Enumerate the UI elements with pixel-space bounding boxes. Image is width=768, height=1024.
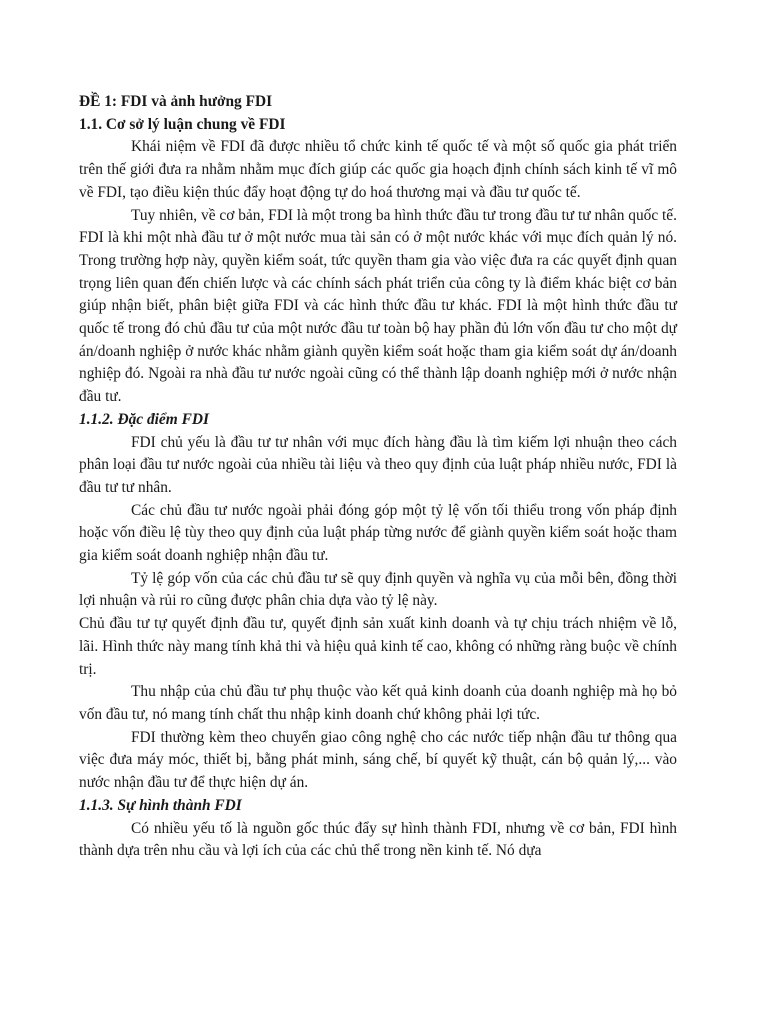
document-title: ĐỀ 1: FDI và ảnh hưởng FDI <box>79 93 273 110</box>
section-heading-1-1-2: 1.1.2. Đặc điểm FDI <box>79 410 209 428</box>
document-page <box>79 91 677 863</box>
paragraph: Thu nhập của chủ đầu tư phụ thuộc vào kết quả kinh doanh của doanh nghiệp mà họ bỏ vốn đầu tư, nó mang tính chất thu nhập kinh doanh chứ không phải lợi tức. <box>79 683 677 723</box>
paragraph: Khái niệm về FDI đã được nhiều tổ chức kinh tế quốc tế và một số quốc gia phát triển trên thế giới đưa ra nhằm nhằm mục đích giúp các quốc gia hoạch định chính sách kinh tế vĩ mô về FDI, tạo điều kiện thúc đẩy hoạt động tự do hoá thương mại và đầu tư quốc tế. <box>79 138 677 201</box>
paragraph: Chủ đầu tư tự quyết định đầu tư, quyết định sản xuất kinh doanh và tự chịu trách nhiệm về lỗ, lãi. Hình thức này mang tính khả thi và hiệu quả kinh tế cao, không có những ràng buộc về chính trị. <box>79 615 677 678</box>
paragraph: FDI chủ yếu là đầu tư tư nhân với mục đích hàng đầu là tìm kiếm lợi nhuận theo cách phân loại đầu tư nước ngoài của nhiều tài liệu và theo quy định của luật pháp nhiều nước, FDI là đầu tư tư nhân. <box>79 433 677 496</box>
paragraph: Tuy nhiên, về cơ bản, FDI là một trong ba hình thức đầu tư trong đầu tư tư nhân quốc tế. FDI là khi một nhà đầu tư ở một nước mua tài sản có ở một nước khác với mục đích quản lý nó. Trong trường hợp này, quyền kiểm soát, tức quyền tham gia vào việc đưa ra các quyết định quan trọng liên quan đến chiến lược và các chính sách phát triển của công ty là điểm khác biệt cơ bản giúp nhận biết, phân biệt giữa FDI và các hình thức đầu tư khác. FDI là một hình thức đầu tư quốc tế trong đó chủ đầu tư của một nước đầu tư toàn bộ hay phần đủ lớn vốn đầu tư cho một dự án/doanh nghiệp ở nước khác nhằm giành quyền kiểm soát hoặc tham gia kiểm soát dự án/doanh nghiệp đó. Ngoài ra nhà đầu tư nước ngoài cũng có thể thành lập doanh nghiệp mới ở nước nhận đầu tư. <box>79 206 677 406</box>
section-heading-1-1-3: 1.1.3. Sự hình thành FDI <box>79 796 242 814</box>
paragraph: FDI thường kèm theo chuyển giao công nghệ cho các nước tiếp nhận đầu tư thông qua việc đưa máy móc, thiết bị, bằng phát minh, sáng chế, bí quyết kỹ thuật, cán bộ quản lý,... vào nước nhận đầu tư để thực hiện dự án. <box>79 728 677 792</box>
paragraph: Tỷ lệ góp vốn của các chủ đầu tư sẽ quy định quyền và nghĩa vụ của mỗi bên, đồng thời lợi nhuận và rủi ro cũng được phân chia dựa vào tỷ lệ này. <box>79 569 677 610</box>
paragraph: Có nhiều yếu tố là nguồn gốc thúc đẩy sự hình thành FDI, nhưng về cơ bản, FDI hình thành dựa trên nhu cầu và lợi ích của các chủ thể trong nền kinh tế. Nó dựa <box>79 819 677 860</box>
paragraph: Các chủ đầu tư nước ngoài phải đóng góp một tỷ lệ vốn tối thiểu trong vốn pháp định hoặc vốn điều lệ tùy theo quy định của luật pháp từng nước để giành quyền kiểm soát hoặc tham gia kiểm soát doanh nghiệp nhận đầu tư. <box>79 501 677 565</box>
section-heading-1-1: 1.1. Cơ sở lý luận chung về FDI <box>79 115 286 133</box>
